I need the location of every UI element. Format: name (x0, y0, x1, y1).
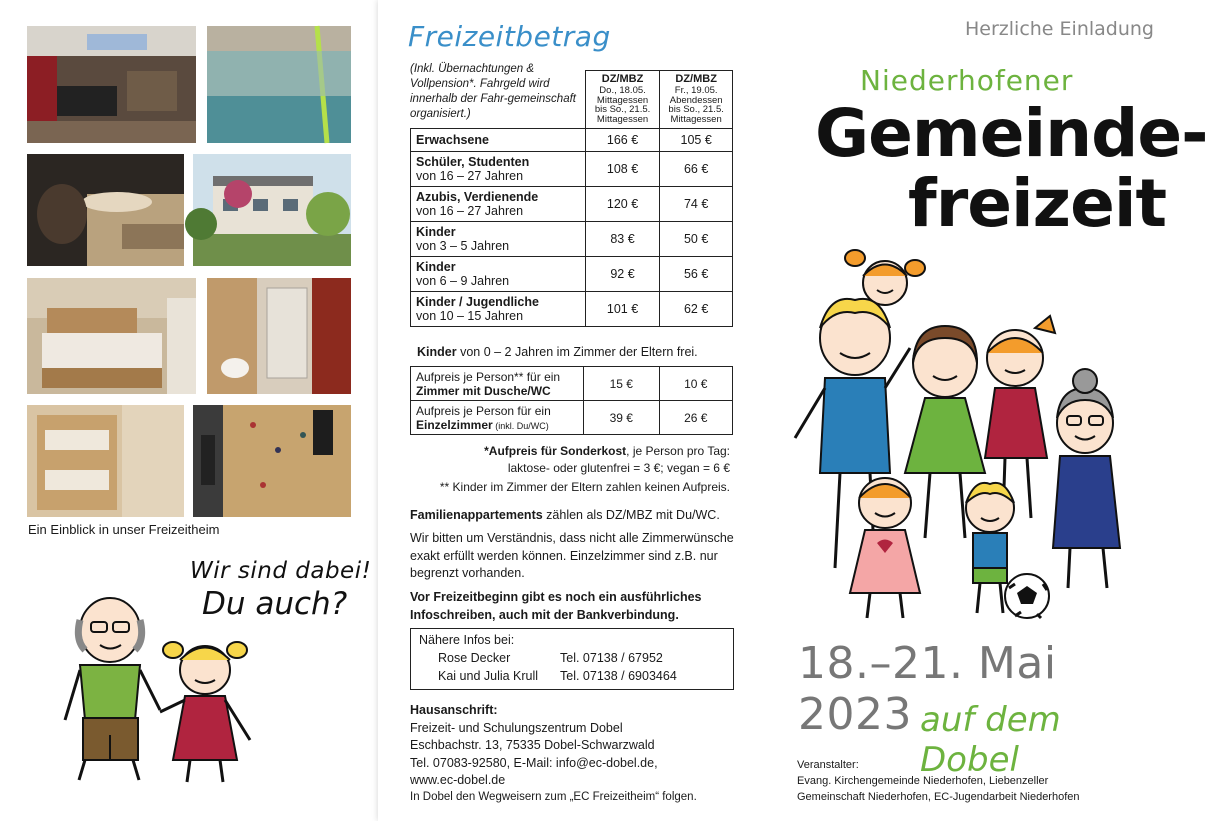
footnote-children: ** Kinder im Zimmer der Eltern zahlen keinen Aufpreis. (439, 480, 730, 494)
event-date: 18.–21. Mai 2023 (798, 638, 1057, 740)
photo-sports-hall (207, 26, 351, 143)
photo-buffet (27, 154, 184, 266)
photo-climbing-wall (193, 405, 351, 517)
table-row: Kinder / Jugendliche von 10 – 15 Jahren 101 € 62 € (411, 292, 733, 327)
contact-phone: Tel. 07138 / 67952 (560, 651, 663, 665)
table-row: Kinder von 6 – 9 Jahren 92 € 56 € (411, 257, 733, 292)
address-title: Hausanschrift: (410, 703, 498, 717)
photo-bathroom (207, 278, 351, 394)
contact-box (410, 628, 734, 690)
table-row: Aufpreis je Person für ein Einzelzimmer (inkl. Du/WC) 39 € 26 € (411, 401, 733, 435)
photo-lounge (27, 26, 196, 143)
contact-name: Kai und Julia Krull (438, 669, 539, 683)
photo-building-exterior (193, 154, 351, 266)
family-apartments-note: Familienappartements zählen als DZ/MBZ mit Du/WC. (410, 508, 720, 522)
left-panel (0, 0, 378, 821)
contact-name: Rose Decker (438, 651, 511, 665)
contact-title: Nähere Infos bei: (419, 633, 515, 647)
title-line2: freizeit (908, 165, 1166, 242)
table-row: Schüler, Studenten von 16 – 27 Jahren 108 € 66 € (411, 152, 733, 187)
family-illustration (785, 238, 1130, 628)
price-note: (Inkl. Übernachtungen & Vollpension*. Fahrgeld wird innerhalb der Fahr-gemeinschaft organisiert.) (410, 63, 576, 120)
grandpa-girl-illustration (55, 590, 265, 790)
room-request-note: Wir bitten um Verständnis, dass nicht alle Zimmerwünsche exakt erfüllt werden können. Einzelzimmer sind z.B. nur begrenzt vorhanden. (410, 531, 734, 580)
slogan-line2: Du auch? (202, 586, 348, 622)
table-row: Azubis, Verdienende von 16 – 27 Jahren 120 € 74 € (411, 187, 733, 222)
price-title: Freizeitbetrag (408, 20, 611, 53)
slogan-line1: Wir sind dabei! (190, 558, 372, 584)
photo-caption: Ein Einblick in unser Freizeitheim (28, 522, 220, 537)
directions-note: In Dobel den Wegweisern zum „EC Freizeitheim“ folgen. (410, 791, 697, 803)
table-row: Kinder von 3 – 5 Jahren 83 € 50 € (411, 222, 733, 257)
children-free-note: Kinder von 0 – 2 Jahren im Zimmer der Eltern frei. (417, 345, 698, 359)
event-place: auf dem Dobel (920, 700, 1061, 780)
table-row: Erwachsene 166 € 105 € (411, 129, 733, 152)
column-header: DZ/MBZ Do., 18.05. Mittagessen bis So., 21.5. Mittagessen (585, 71, 660, 129)
price-table (410, 70, 733, 327)
info-letter-note: Vor Freizeitbeginn gibt es noch ein ausführliches Infoschreiben, auch mit der Bankverbindung. (410, 590, 702, 622)
photo-double-bedroom (27, 278, 196, 394)
address-block: Hausanschrift: Freizeit- und Schulungszentrum Dobel Eschbachstr. 13, 75335 Dobel-Schwarzwald Tel. 07083-92580, E-Mail: info@ec-dobel.de, www.ec-dobel.de (410, 703, 658, 787)
photo-bunk-bedroom (27, 405, 184, 517)
invite-heading: Herzliche Einladung (965, 18, 1154, 40)
column-header: DZ/MBZ Fr., 19.05. Abendessen bis So., 21.5. Mittagessen (660, 71, 733, 129)
footnote-special-diet: *Aufpreis für Sonderkost, je Person pro Tag: laktose- oder glutenfrei = 3 €; vegan = 6 € (484, 444, 730, 475)
title-line1: Gemeinde- (815, 95, 1207, 172)
organizer-block: Veranstalter: Evang. Kirchengemeinde Niederhofen, Liebenzeller Gemeinschaft Niederhofen, EC-Jugendarbeit Niederhofen (797, 759, 1080, 803)
table-row: Aufpreis je Person** für ein Zimmer mit Dusche/WC 15 € 10 € (411, 367, 733, 401)
village-name: Niederhofener (860, 64, 1074, 97)
surcharge-table (410, 366, 733, 435)
contact-phone: Tel. 07138 / 6903464 (560, 669, 677, 683)
